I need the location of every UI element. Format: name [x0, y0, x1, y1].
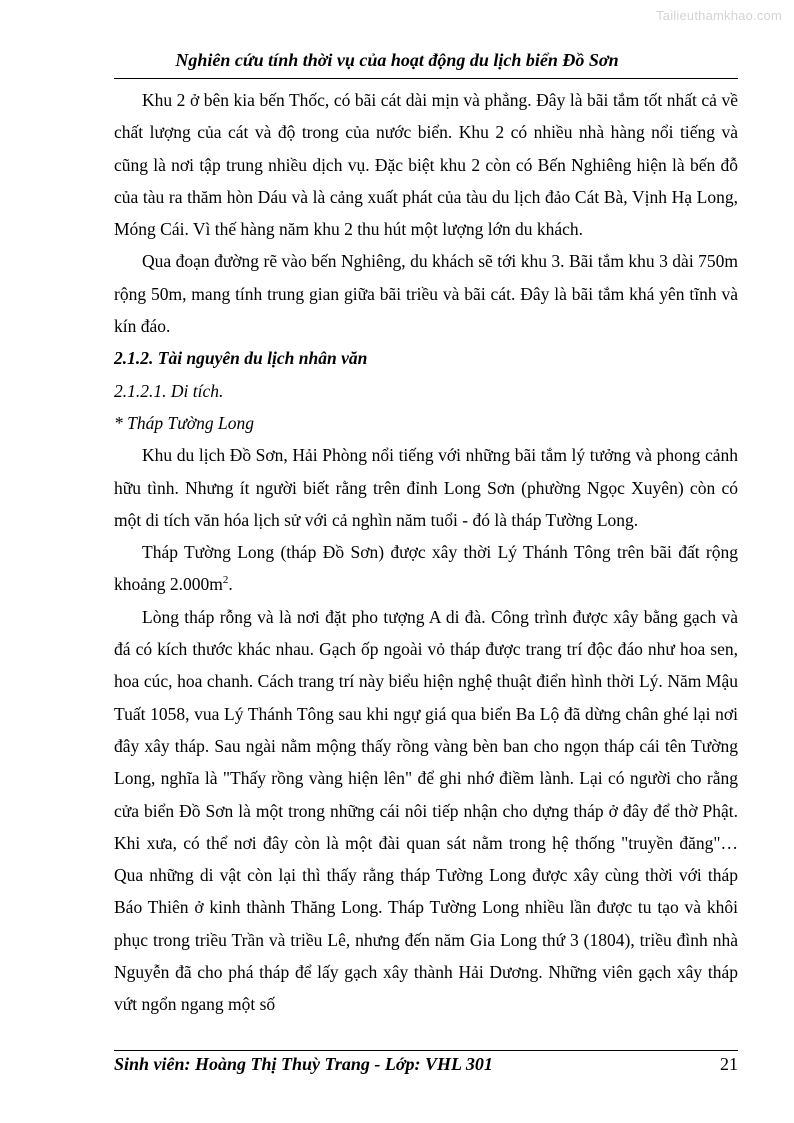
section-heading-2-1-2-1: 2.1.2.1. Di tích. [114, 380, 224, 401]
footer-divider [114, 1050, 738, 1051]
superscript-squared: 2 [222, 574, 229, 587]
section-heading-2-1-2: 2.1.2. Tài nguyên du lịch nhân văn [114, 348, 368, 369]
footer-author: Sinh viên: Hoàng Thị Thuỳ Trang - Lớp: VHL 301 [114, 1054, 493, 1074]
paragraph-intro-thap: Khu du lịch Đồ Sơn, Hải Phòng nổi tiếng với những bãi tắm lý tưởng và phong cảnh hữu tình. Nhưng ít người biết rằng trên đỉnh Long Sơn (phường Ngọc Xuyên) còn có một di tích văn hóa lịch sử với cả nghìn năm tuổi - đó là tháp Tường Long. [114, 445, 738, 530]
paragraph-thap-area [114, 536, 738, 601]
paragraph-thap-history: Lòng tháp rỗng và là nơi đặt pho tượng A di đà. Công trình được xây bằng gạch và đá có kích thước khác nhau. Gạch ốp ngoài vỏ tháp được trang trí độc đáo như hoa sen, hoa cúc, hoa chanh. Cách trang trí này biểu hiện nghệ thuật điển hình thời Lý. Năm Mậu Tuất 1058, vua Lý Thánh Tông sau khi ngự giá qua biển Ba Lộ đã dừng chân ghé lại nơi đây xây tháp. Sau ngài nằm mộng thấy rồng vàng bèn ban cho ngọn tháp cái tên Tường Long, nghĩa là "Thấy rồng vàng hiện lên" để ghi nhớ điềm lành. Lại có người cho rằng cửa biển Đồ Sơn là một trong những cái nôi tiếp nhận cho dựng tháp ở đây để thờ Phật. Khi xưa, có thể nơi đây còn là một đài quan sát nằm trong hệ thống "truyền đăng"… Qua những di vật còn lại thì thấy rằng tháp Tường Long được xây cùng thời với tháp Báo Thiên ở kinh thành Thăng Long. Tháp Tường Long nhiều lần được tu tạo và khôi phục trong triều Trần và triều Lê, nhưng đến năm Gia Long thứ 3 (1804), triều đình nhà Nguyễn đã cho phá tháp để lấy gạch xây thành Hải Dương. Những viên gạch xây tháp vứt ngổn ngang một số [114, 606, 738, 1015]
paragraph-thap-area-end: . [228, 574, 233, 595]
paragraph-khu-3: Qua đoạn đường rẽ vào bến Nghiêng, du khách sẽ tới khu 3. Bãi tắm khu 3 dài 750m rộng 50m, mang tính trung gian giữa bãi triều và bãi cát. Đây là bãi tắm khá yên tĩnh và kín đáo. [114, 251, 738, 337]
page-number: 21 [720, 1054, 738, 1074]
page-header-title: Nghiên cứu tính thời vụ của hoạt động du lịch biển Đồ Sơn [175, 50, 619, 70]
paragraph-khu-2: Khu 2 ở bên kia bến Thốc, có bãi cát dài mịn và phẳng. Đây là bãi tắm tốt nhất cả về chất lượng của cát và độ trong của nước biển. Khu 2 có nhiều nhà hàng nổi tiếng và cũng là nơi tập trung nhiều dịch vụ. Đặc biệt khu 2 còn có Bến Nghiêng hiện là bến đỗ của tàu ra thăm hòn Dáu và là cảng xuất phát của tàu du lịch đảo Cát Bà, Vịnh Hạ Long, Móng Cái. Vì thế hàng năm khu 2 thu hút một lượng lớn du khách. [114, 90, 738, 240]
subheading-thap-tuong-long: * Tháp Tường Long [114, 412, 254, 433]
paragraph-thap-area-text: Tháp Tường Long (tháp Đồ Sơn) được xây thời Lý Thánh Tông trên bãi đất rộng khoảng 2.000m [114, 542, 738, 595]
header-divider [114, 78, 738, 79]
watermark: Tailieuthamkhao.com [656, 8, 782, 23]
document-body [114, 84, 738, 1021]
